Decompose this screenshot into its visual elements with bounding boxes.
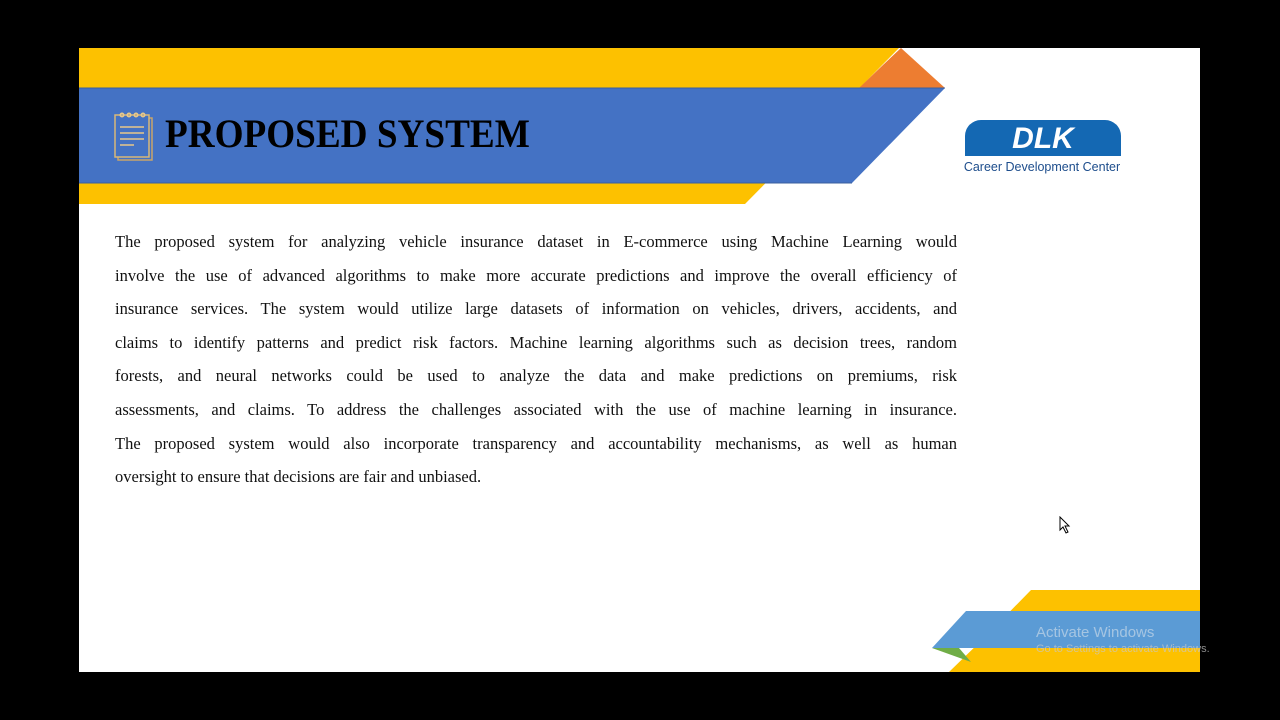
paragraph-line: The proposed system would also incorporate transparency and accountability mechanisms, as well as human — [115, 433, 957, 453]
paragraph-line: claims to identify patterns and predict risk factors. Machine learning algorithms such as decision trees, random — [115, 332, 957, 352]
paragraph-line: forests, and neural networks could be used to analyze the data and make predictions on premiums, risk — [115, 366, 957, 386]
slide — [79, 48, 1200, 672]
paragraph-line: assessments, and claims. To address the challenges associated with the use of machine learning in insurance. — [115, 399, 957, 419]
paragraph-line: involve the use of advanced algorithms to make more accurate predictions and improve the overall efficiency of — [115, 265, 957, 285]
slide-title: PROPOSED SYSTEM — [165, 111, 530, 156]
activate-windows-watermark — [1036, 624, 1210, 655]
paragraph-line: The proposed system for analyzing vehicle insurance dataset in E-commerce using Machine Learning would — [115, 232, 957, 251]
paragraph-line: insurance services. The system would utilize large datasets of information on vehicles, drivers, accidents, and — [115, 299, 957, 319]
logo-subtitle: Career Development Center — [963, 160, 1121, 174]
mouse-cursor-icon — [1059, 516, 1071, 534]
watermark-subtitle: Go to Settings to activate Windows. — [1036, 643, 1210, 655]
logo-brand: DLK — [965, 120, 1121, 156]
paragraph-line: oversight to ensure that decisions are fair and unbiased. — [115, 467, 482, 487]
watermark-title: Activate Windows — [1036, 624, 1155, 641]
notepad-icon — [114, 112, 154, 162]
dlk-logo — [956, 120, 1128, 174]
body-paragraph — [115, 230, 957, 499]
